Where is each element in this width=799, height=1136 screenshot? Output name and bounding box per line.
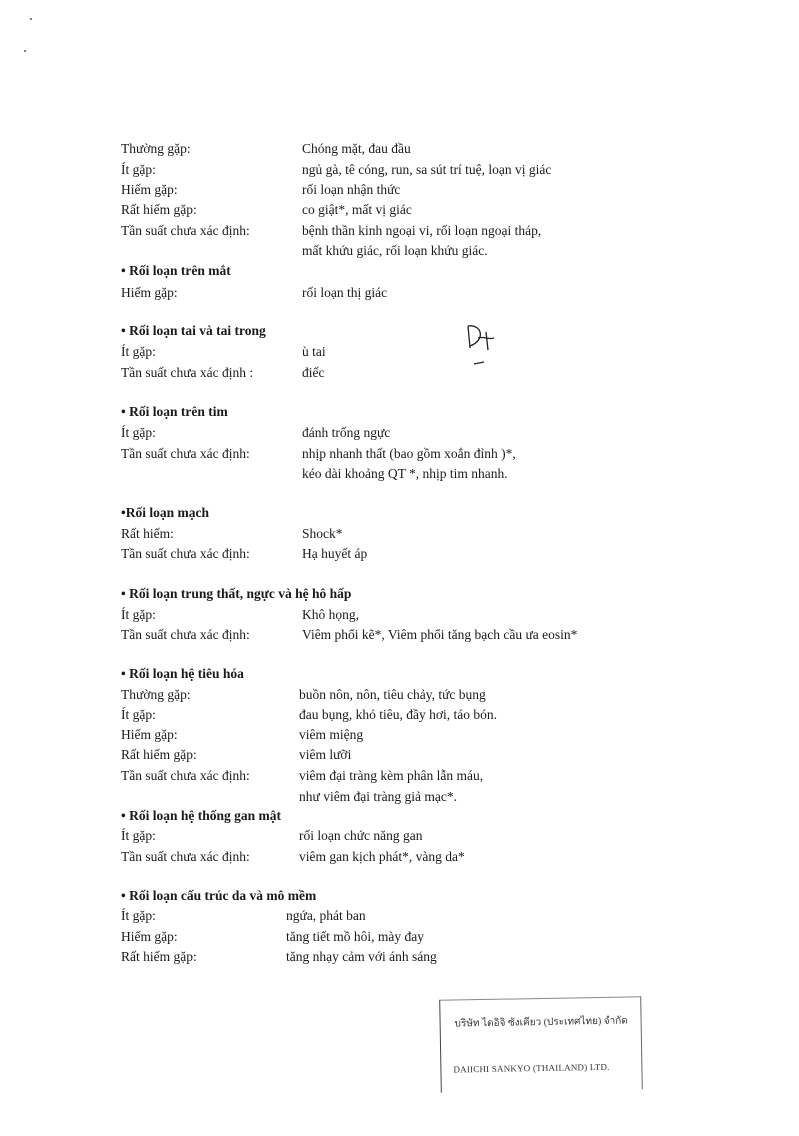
frequency-label: Ít gặp: bbox=[121, 344, 156, 359]
frequency-label: Rất hiếm gặp: bbox=[121, 747, 197, 762]
effect-description: kéo dài khoảng QT *, nhịp tim nhanh. bbox=[302, 466, 508, 481]
effect-description: rối loạn thị giác bbox=[302, 285, 388, 300]
effect-description: nhịp nhanh thất (bao gồm xoắn đỉnh )*, bbox=[302, 446, 516, 461]
effect-description: buồn nôn, nôn, tiêu chảy, tức bụng bbox=[299, 687, 486, 702]
effect-description: ù tai bbox=[302, 344, 326, 359]
frequency-label: Thường gặp: bbox=[121, 687, 191, 702]
section-heading: •Rối loạn mạch bbox=[121, 505, 209, 520]
stamp-english-name: DAIICHI SANKYO (THAILAND) LTD. bbox=[453, 1061, 610, 1075]
effect-description: viêm lưỡi bbox=[299, 747, 352, 762]
frequency-label: Ít gặp: bbox=[121, 162, 156, 177]
frequency-label: Tần suất chưa xác định: bbox=[121, 446, 250, 461]
stamp-thai-name: บริษัท ไดอิจิ ซังเคียว (ประเทศไทย) จำกัด bbox=[454, 1015, 628, 1030]
effect-description: ngứa, phát ban bbox=[286, 908, 366, 923]
handwritten-initials bbox=[458, 318, 518, 378]
frequency-label: Hiếm gặp: bbox=[121, 285, 178, 300]
frequency-label: Ít gặp: bbox=[121, 425, 156, 440]
effect-description: Shock* bbox=[302, 526, 343, 541]
frequency-label: Rất hiếm gặp: bbox=[121, 202, 197, 217]
frequency-label: Rất hiếm: bbox=[121, 526, 174, 541]
frequency-label: Ít gặp: bbox=[121, 828, 156, 843]
frequency-label: Tần suất chưa xác định: bbox=[121, 627, 250, 642]
effect-description: viêm gan kịch phát*, vàng da* bbox=[299, 849, 465, 864]
section-heading: • Rối loạn trên tim bbox=[121, 404, 228, 419]
frequency-label: Ít gặp: bbox=[121, 607, 156, 622]
effect-description: rối loạn nhận thức bbox=[302, 182, 401, 197]
scan-speck bbox=[24, 50, 26, 52]
frequency-label: Tần suất chưa xác định : bbox=[121, 365, 254, 380]
effect-description: tăng tiết mồ hôi, mày đay bbox=[286, 929, 424, 944]
frequency-label: Tần suất chưa xác định: bbox=[121, 768, 250, 783]
frequency-label: Ít gặp: bbox=[121, 908, 156, 923]
effect-description: điếc bbox=[302, 365, 325, 380]
section-heading: • Rối loạn hệ thống gan mật bbox=[121, 808, 281, 823]
frequency-label: Thường gặp: bbox=[121, 141, 191, 156]
frequency-label: Rất hiếm gặp: bbox=[121, 949, 197, 964]
frequency-label: Tần suất chưa xác định: bbox=[121, 223, 250, 238]
effect-description: tăng nhạy cảm với ánh sáng bbox=[286, 949, 437, 964]
frequency-label: Hiếm gặp: bbox=[121, 727, 178, 742]
effect-description: ngủ gà, tê cóng, run, sa sút trí tuệ, loạn vị giác bbox=[302, 162, 552, 177]
effect-description: viêm đại tràng kèm phân lẫn máu, bbox=[299, 768, 484, 783]
effect-description: đau bụng, khó tiêu, đầy hơi, táo bón. bbox=[299, 707, 497, 722]
effect-description: Khô họng, bbox=[302, 607, 359, 622]
effect-description: bệnh thần kinh ngoại vi, rối loạn ngoại tháp, bbox=[302, 223, 542, 238]
effect-description: co giật*, mất vị giác bbox=[302, 202, 412, 217]
effect-description: đánh trống ngực bbox=[302, 425, 391, 440]
frequency-label: Tần suất chưa xác định: bbox=[121, 849, 250, 864]
effect-description: Chóng mặt, đau đầu bbox=[302, 141, 411, 156]
frequency-label: Hiếm gặp: bbox=[121, 182, 178, 197]
company-stamp bbox=[439, 996, 643, 1093]
frequency-label: Ít gặp: bbox=[121, 707, 156, 722]
effect-description: mất khứu giác, rối loạn khứu giác. bbox=[302, 243, 488, 258]
effect-description: Viêm phổi kẽ*, Viêm phổi tăng bạch cầu ưa eosin* bbox=[302, 627, 578, 642]
section-heading: • Rối loạn tai và tai trong bbox=[121, 323, 266, 338]
effect-description: Hạ huyết áp bbox=[302, 546, 368, 561]
section-heading: • Rối loạn trên mắt bbox=[121, 263, 231, 278]
section-heading: • Rối loạn cấu trúc da và mô mềm bbox=[121, 888, 317, 903]
frequency-label: Tần suất chưa xác định: bbox=[121, 546, 250, 561]
section-heading: • Rối loạn hệ tiêu hóa bbox=[121, 666, 244, 681]
effect-description: như viêm đại tràng giả mạc*. bbox=[299, 789, 458, 804]
section-heading: • Rối loạn trung thất, ngực và hệ hô hấp bbox=[121, 586, 352, 601]
effect-description: rối loạn chức năng gan bbox=[299, 828, 423, 843]
scan-speck bbox=[30, 18, 32, 20]
effect-description: viêm miệng bbox=[299, 727, 364, 742]
frequency-label: Hiếm gặp: bbox=[121, 929, 178, 944]
